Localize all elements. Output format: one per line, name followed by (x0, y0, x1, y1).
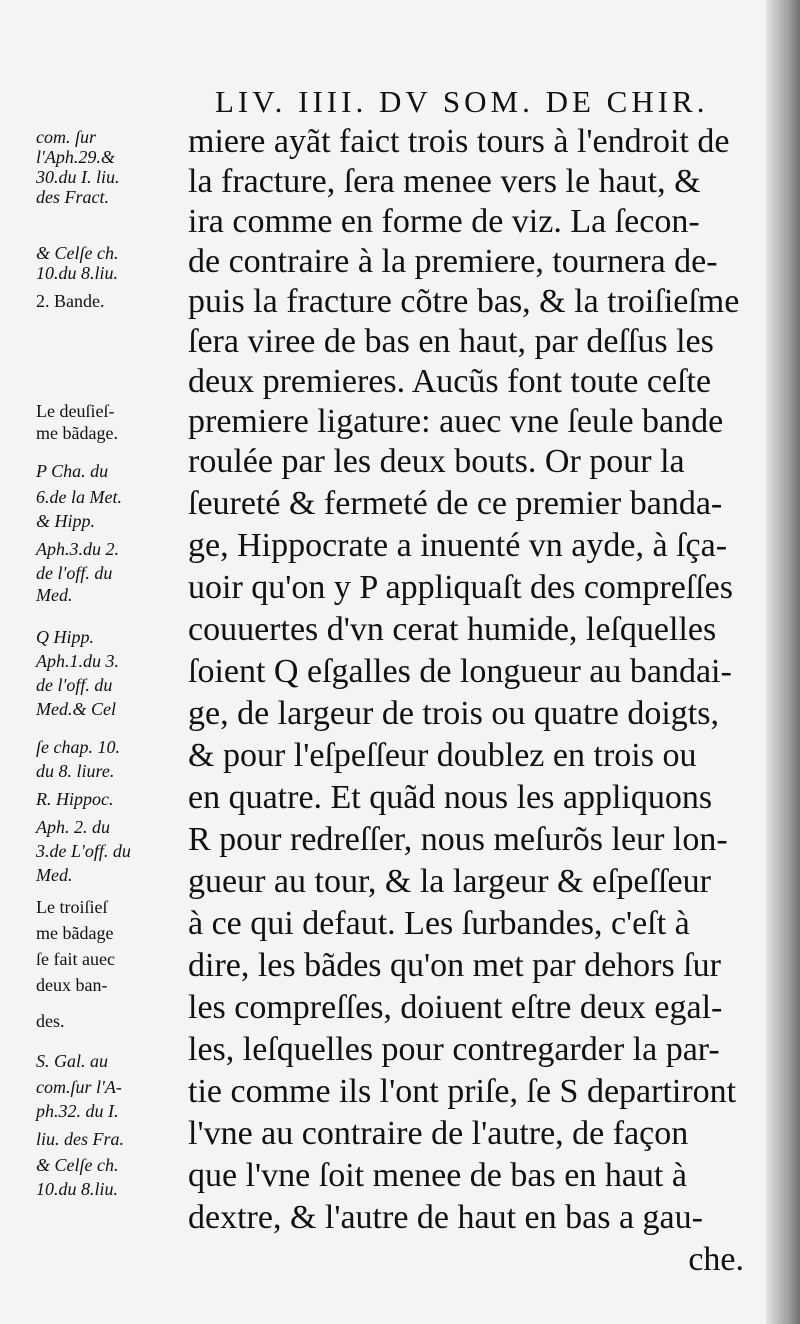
text-line: ſeureté & fermeté de ce premier banda- (188, 485, 723, 522)
text-line: ſera viree de bas en haut, par deſſus les (188, 323, 714, 360)
page-edge-shadow (766, 0, 800, 1324)
text-line: premiere ligature: auec vne ſeule bande (188, 403, 724, 440)
text-line: dextre, & l'autre de haut en bas a gau- (188, 1199, 703, 1236)
margin-note: des Fract. (36, 187, 109, 207)
text-line: ſoient Q eſgalles de longueur au bandai- (188, 653, 732, 690)
text-line: uoir qu'on y P appliquaſt des compreſſes (188, 569, 733, 606)
text-line: & pour l'eſpeſſeur doublez en trois ou (188, 737, 697, 774)
text-line: ge, Hippocrate a inuenté vn ayde, à ſça- (188, 527, 728, 564)
margin-note: Aph. 2. du (36, 817, 110, 837)
margin-note: Aph.3.du 2. (36, 539, 119, 559)
margin-note: S. Gal. au (36, 1051, 108, 1071)
text-line: tie comme ils l'ont priſe, ſe S departiront (188, 1073, 737, 1110)
margin-note: de l'off. du (36, 675, 113, 695)
margin-note: 6.de la Met. (36, 487, 122, 507)
text-line: deux premieres. Aucũs font toute ceſte (188, 363, 712, 400)
margin-note: com.ſur l'A- (36, 1077, 122, 1097)
text-line: R pour redreſſer, nous meſurõs leur lon- (188, 821, 728, 858)
margin-note: des. (36, 1011, 65, 1031)
text-line: la fracture, ſera menee vers le haut, & (188, 163, 701, 200)
margin-note: ſe fait auec (36, 949, 115, 969)
text-line: miere ayãt faict trois tours à l'endroit de (188, 123, 730, 160)
text-line: en quatre. Et quãd nous les appliquons (188, 779, 713, 816)
margin-note: me bãdage (36, 923, 114, 943)
running-head: LIV. IIII. DV SOM. DE CHIR. (215, 84, 709, 119)
margin-note: Aph.1.du 3. (36, 651, 119, 671)
text-line: à ce qui defaut. Les ſurbandes, c'eſt à (188, 905, 690, 942)
margin-note: R. Hippoc. (36, 789, 114, 809)
margin-note: ſe chap. 10. (36, 737, 120, 757)
margin-note: l'Aph.29.& (36, 147, 115, 167)
text-line: les compreſſes, doiuent eſtre deux egal- (188, 989, 723, 1026)
text-line: les, leſquelles pour contregarder la par- (188, 1031, 720, 1068)
margin-note: 10.du 8.liu. (36, 263, 119, 283)
text-line: ge, de largeur de trois ou quatre doigts, (188, 695, 719, 732)
text-line: che. (688, 1241, 744, 1278)
margin-note: 30.du I. liu. (36, 167, 120, 187)
margin-note: com. ſur (36, 127, 96, 147)
margin-note: de l'off. du (36, 563, 113, 583)
margin-note: & Hipp. (36, 511, 96, 531)
text-line: ira comme en forme de viz. La ſecon- (188, 203, 700, 240)
margin-note: & Celſe ch. (36, 1155, 119, 1175)
text-line: de contraire à la premiere, tournera de- (188, 243, 718, 280)
text-line: gueur au tour, & la largeur & eſpeſſeur (188, 863, 711, 900)
margin-note: Med. (36, 585, 73, 605)
text-line: que l'vne ſoit menee de bas en haut à (188, 1157, 687, 1194)
margin-note: ph.32. du I. (36, 1101, 119, 1121)
text-line: puis la fracture cõtre bas, & la troiſieſme (188, 283, 740, 320)
margin-note: liu. des Fra. (36, 1129, 124, 1149)
margin-note: Q Hipp. (36, 627, 94, 647)
margin-note: 2. Bande. (36, 291, 105, 311)
margin-note: deux ban- (36, 975, 108, 995)
margin-note: Med. (36, 865, 73, 885)
text-line: dire, les bãdes qu'on met par dehors ſur (188, 947, 721, 984)
margin-note: Med.& Cel (36, 699, 116, 719)
margin-note: Le troiſieſ (36, 897, 108, 917)
text-line: l'vne au contraire de l'autre, de façon (188, 1115, 689, 1152)
margin-note: P Cha. du (36, 461, 109, 481)
margin-note: 3.de L'off. du (36, 841, 131, 861)
margin-note: Le deuſieſ- (36, 401, 115, 421)
text-line: couuertes d'vn cerat humide, leſquelles (188, 611, 717, 648)
margin-note: & Celſe ch. (36, 243, 119, 263)
margin-note: me bãdage. (36, 423, 118, 443)
margin-note: 10.du 8.liu. (36, 1179, 119, 1199)
margin-note: du 8. liure. (36, 761, 115, 781)
text-line: roulée par les deux bouts. Or pour la (188, 443, 685, 480)
